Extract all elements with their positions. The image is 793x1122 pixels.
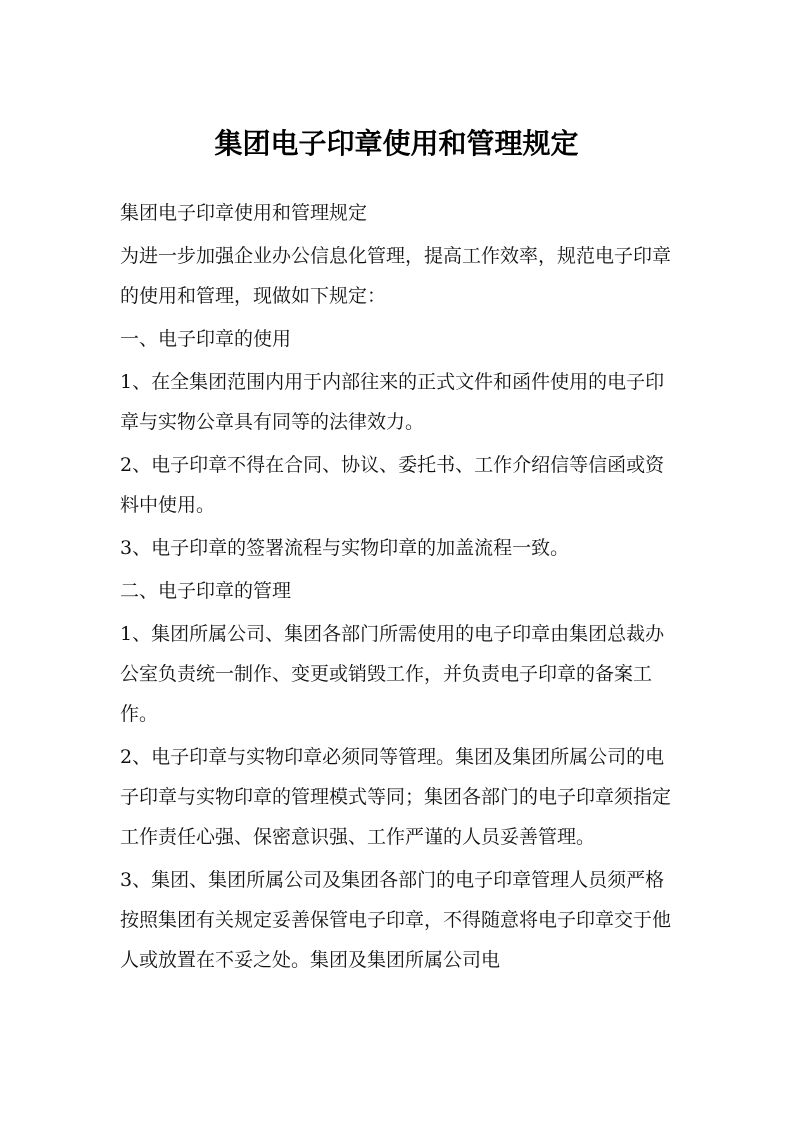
section-heading-usage: 一、电子印章的使用 [120, 328, 292, 350]
usage-item-1: 1、在全集团范围内用于内部往来的正式文件和函件使用的电子印章与实物公章具有同等的法律效力。 [120, 371, 665, 433]
management-item-2: 2、电子印章与实物印章必须同等管理。集团及集团所属公司的电子印章与实物印章的管理模式等同；集团各部门的电子印章须指定工作责任心强、保密意识强、工作严谨的人员妥善管理。 [120, 746, 672, 848]
document-body [120, 193, 680, 983]
management-item-1: 1、集团所属公司、集团各部门所需使用的电子印章由集团总裁办公室负责统一制作、变更或销毁工作，并负责电子印章的备案工作。 [120, 623, 665, 725]
management-item-3: 3、集团、集团所属公司及集团各部门的电子印章管理人员须严格按照集团有关规定妥善保管电子印章，不得随意将电子印章交于他人或放置在不妥之处。集团及集团所属公司电 [120, 869, 672, 971]
document-title: 集团电子印章使用和管理规定 [214, 127, 579, 160]
usage-item-3: 3、电子印章的签署流程与实物印章的加盖流程一致。 [120, 537, 570, 559]
section-heading-management: 二、电子印章的管理 [120, 580, 292, 602]
usage-item-2: 2、电子印章不得在合同、协议、委托书、工作介绍信等信函或资料中使用。 [120, 454, 665, 516]
subtitle-paragraph: 集团电子印章使用和管理规定 [120, 202, 368, 224]
intro-paragraph: 为进一步加强企业办公信息化管理，提高工作效率，规范电子印章的使用和管理，现做如下规定： [120, 245, 672, 307]
